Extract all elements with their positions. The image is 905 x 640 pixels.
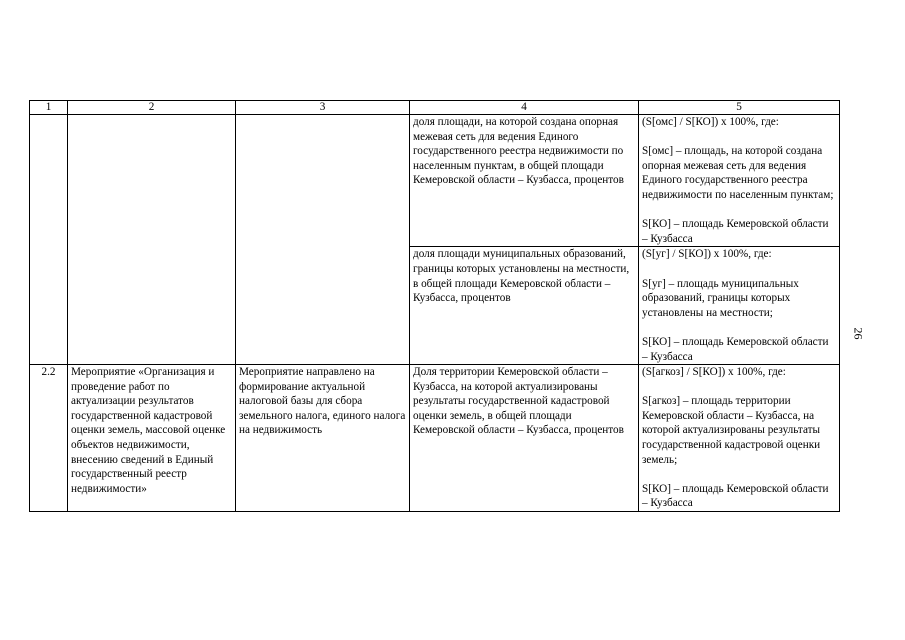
measure-name-cell: Мероприятие «Организация и проведение работ по актуализации результатов государственной кадастровой оценки земель, массовой оценке объектов недвижимости, внесению сведений в Единый государственный реестр недвижимости» (68, 365, 236, 512)
formula-cell: (S[агкоз] / S[КО]) x 100%, где: S[агкоз] – площадь территории Кемеровской области – Кузбасса, на которой актуализированы результаты государственной кадастровой оценки земель; S[КО] – площадь Кемеровской области – Кузбасса (639, 365, 840, 512)
row-number-cell: 2.2 (30, 365, 68, 512)
indicators-table (29, 100, 840, 512)
indicator-cell: Доля территории Кемеровской области – Кузбасса, на которой актуализированы результаты государственной кадастровой оценки земель, в общей площади Кемеровской области – Кузбасса, процентов (410, 365, 639, 512)
measure-name-cell (68, 115, 236, 365)
header-cell-5: 5 (639, 101, 840, 115)
indicator-cell: доля площади муниципальных образований, границы которых установлены на местности, в общей площади Кемеровской области – Кузбасса, процентов (410, 247, 639, 365)
indicator-cell: доля площади, на которой создана опорная межевая сеть для ведения Единого государственного реестра недвижимости по населенным пунктам, в общей площади Кемеровской области – Кузбасса, процентов (410, 115, 639, 247)
header-cell-1: 1 (30, 101, 68, 115)
table-header-row (30, 101, 840, 115)
measure-description-cell: Мероприятие направлено на формирование актуальной налоговой базы для сбора земельного налога, единого налога на недвижимость (236, 365, 410, 512)
header-cell-3: 3 (236, 101, 410, 115)
row-number-cell (30, 115, 68, 365)
formula-cell: (S[омс] / S[КО]) x 100%, где: S[омс] – площадь, на которой создана опорная межевая сеть для ведения Единого государственного реестра недвижимости по населенным пунктам; S[КО] – площадь Кемеровской области – Кузбасса (639, 115, 840, 247)
table-row (30, 115, 840, 247)
table-row (30, 365, 840, 512)
measure-description-cell (236, 115, 410, 365)
page-number: 26 (851, 327, 866, 340)
header-cell-4: 4 (410, 101, 639, 115)
formula-cell: (S[уг] / S[КО]) x 100%, где: S[уг] – площадь муниципальных образований, границы которых установлены на местности; S[КО] – площадь Кемеровской области – Кузбасса (639, 247, 840, 365)
header-cell-2: 2 (68, 101, 236, 115)
